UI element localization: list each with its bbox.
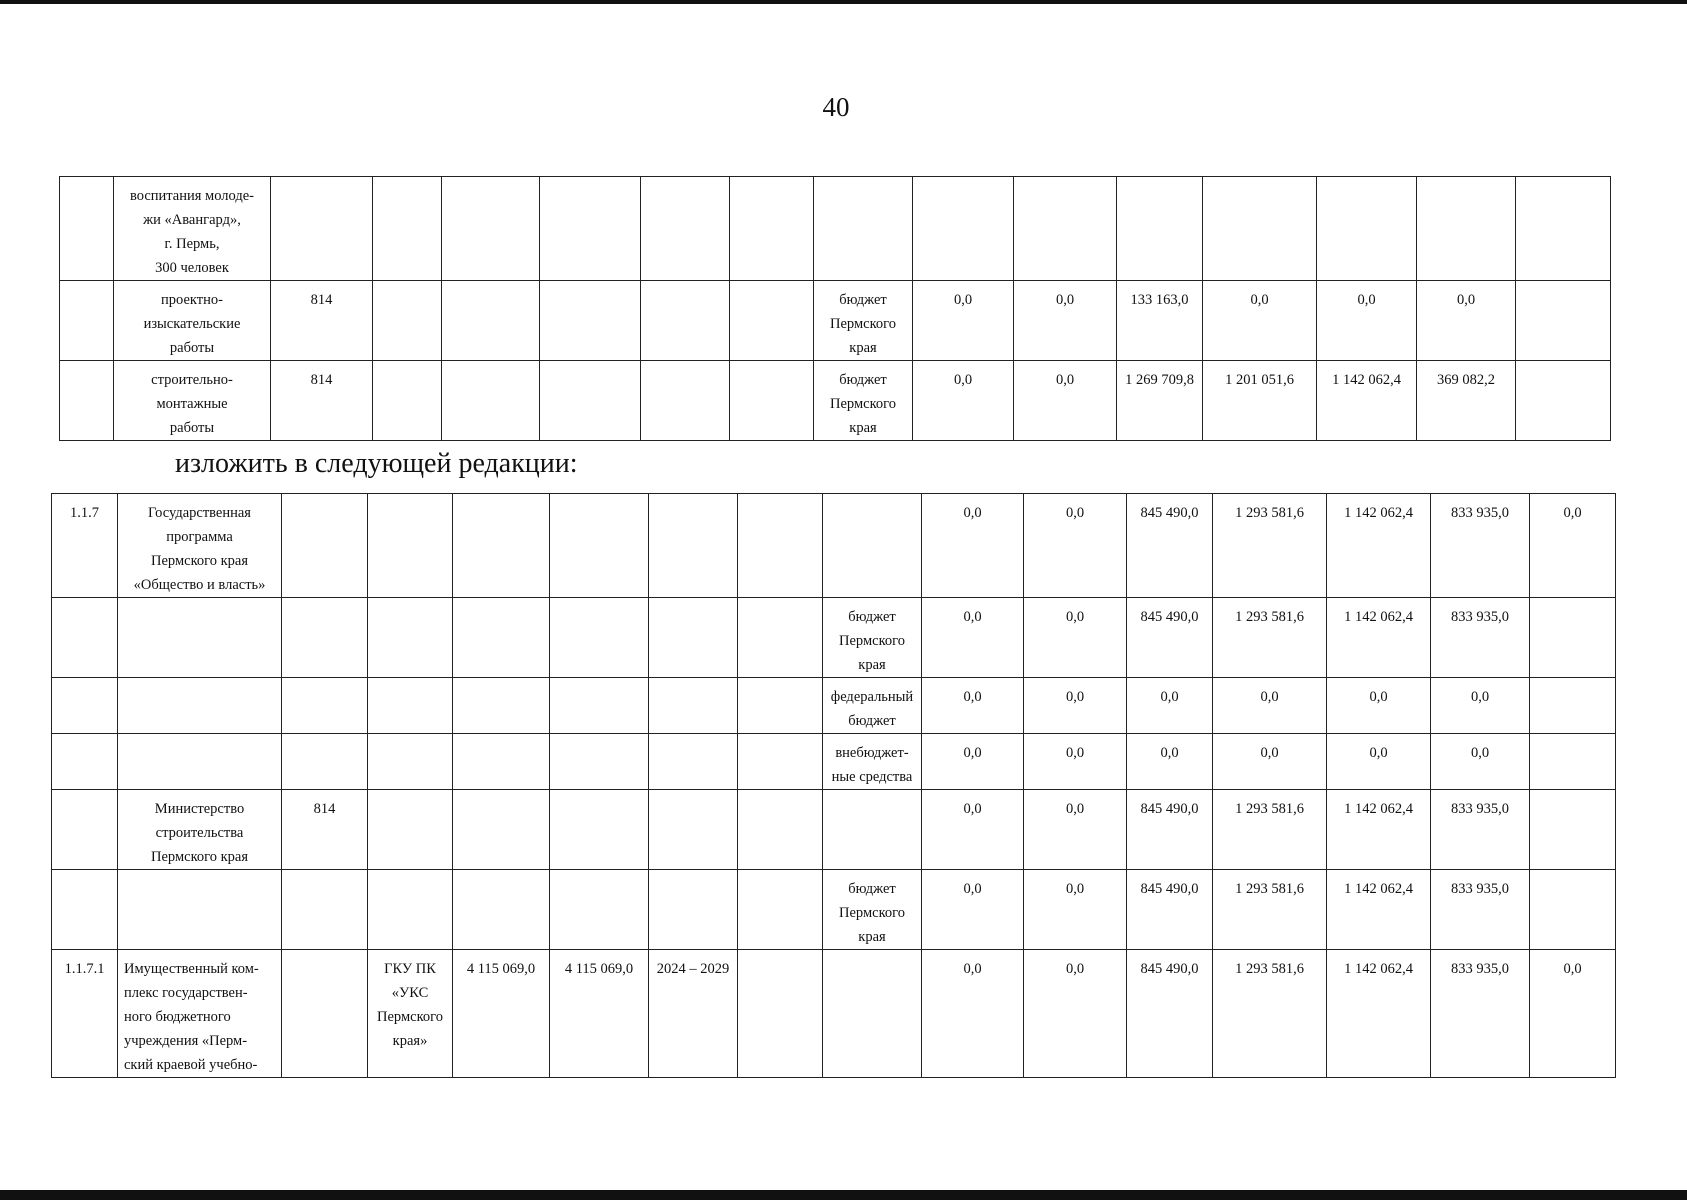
table-cell: 1.1.7 <box>52 494 118 598</box>
table-cell: 133 163,0 <box>1117 281 1203 361</box>
table-cell <box>118 734 282 790</box>
new-edition-table <box>51 493 1616 1078</box>
table-row <box>60 361 1611 441</box>
table-cell: 1 142 062,4 <box>1327 494 1431 598</box>
table-cell: 0,0 <box>1024 870 1127 950</box>
table-cell: 0,0 <box>1213 734 1327 790</box>
table-cell <box>649 734 738 790</box>
table-cell: 1.1.7.1 <box>52 950 118 1078</box>
table-cell <box>60 177 114 281</box>
table-cell: бюджет Пермского края <box>823 870 922 950</box>
table-cell <box>52 734 118 790</box>
table-cell: 4 115 069,0 <box>550 950 649 1078</box>
table-cell <box>368 598 453 678</box>
table-cell <box>649 494 738 598</box>
table-cell: 0,0 <box>1024 598 1127 678</box>
table-cell: 0,0 <box>922 678 1024 734</box>
table-cell: Имущественный ком- плекс государствен- ного бюджетного учреждения «Перм- ский краевой учебно- <box>118 950 282 1078</box>
table-cell <box>550 598 649 678</box>
table-cell <box>271 177 373 281</box>
table-row <box>52 598 1616 678</box>
table-cell: 0,0 <box>1024 734 1127 790</box>
table-cell: 1 293 581,6 <box>1213 790 1327 870</box>
table-cell: 1 293 581,6 <box>1213 598 1327 678</box>
table-cell <box>453 790 550 870</box>
table-cell <box>738 734 823 790</box>
table-cell <box>282 870 368 950</box>
table-cell <box>550 678 649 734</box>
table-cell: 0,0 <box>1203 281 1317 361</box>
scan-top-border <box>0 0 1687 4</box>
table-cell <box>738 790 823 870</box>
table-cell <box>118 598 282 678</box>
table-cell <box>442 361 540 441</box>
table-cell: 0,0 <box>1127 678 1213 734</box>
table-cell: 0,0 <box>1530 950 1616 1078</box>
table-cell <box>641 281 730 361</box>
table-cell <box>52 870 118 950</box>
table-cell <box>373 361 442 441</box>
table-cell: внебюджет- ные средства <box>823 734 922 790</box>
table-cell: 0,0 <box>1024 678 1127 734</box>
table-cell <box>282 678 368 734</box>
table-cell <box>453 870 550 950</box>
table-cell <box>60 361 114 441</box>
table-cell <box>52 678 118 734</box>
table-cell <box>453 678 550 734</box>
table-cell: бюджет Пермского края <box>814 281 913 361</box>
table-cell: 845 490,0 <box>1127 870 1213 950</box>
table-cell <box>649 870 738 950</box>
table-cell: 0,0 <box>1431 734 1530 790</box>
table-cell: бюджет Пермского края <box>814 361 913 441</box>
table-row <box>52 494 1616 598</box>
table-cell <box>540 281 641 361</box>
table-cell <box>814 177 913 281</box>
table-cell <box>641 177 730 281</box>
table-cell <box>373 281 442 361</box>
table-cell <box>368 494 453 598</box>
table-cell: 0,0 <box>1024 950 1127 1078</box>
table-cell: 1 201 051,6 <box>1203 361 1317 441</box>
table-cell: 0,0 <box>922 734 1024 790</box>
table-cell <box>453 494 550 598</box>
table-cell: 1 142 062,4 <box>1317 361 1417 441</box>
table-cell: 814 <box>282 790 368 870</box>
table-cell: 0,0 <box>1213 678 1327 734</box>
table-cell <box>453 598 550 678</box>
table-cell: 0,0 <box>1024 494 1127 598</box>
table-cell <box>1516 281 1611 361</box>
table-cell <box>913 177 1014 281</box>
table-cell: 1 142 062,4 <box>1327 870 1431 950</box>
table-cell: 0,0 <box>1417 281 1516 361</box>
table-row <box>52 734 1616 790</box>
table-cell: 4 115 069,0 <box>453 950 550 1078</box>
table-cell <box>282 598 368 678</box>
table-cell <box>1117 177 1203 281</box>
table-cell <box>1417 177 1516 281</box>
table-cell <box>442 177 540 281</box>
table-cell: 845 490,0 <box>1127 494 1213 598</box>
table-cell: Министерство строительства Пермского края <box>118 790 282 870</box>
table-cell: 0,0 <box>1431 678 1530 734</box>
table-cell <box>823 950 922 1078</box>
table-cell: 0,0 <box>1317 281 1417 361</box>
table-cell: 833 935,0 <box>1431 950 1530 1078</box>
table-cell: 814 <box>271 281 373 361</box>
table-cell: проектно- изыскательские работы <box>114 281 271 361</box>
table-cell: Государственная программа Пермского края «Общество и власть» <box>118 494 282 598</box>
table-cell: 833 935,0 <box>1431 870 1530 950</box>
table-row <box>52 790 1616 870</box>
table-cell: федеральный бюджет <box>823 678 922 734</box>
table-cell: 0,0 <box>922 790 1024 870</box>
table-cell <box>1530 870 1616 950</box>
table-cell <box>738 950 823 1078</box>
table-cell <box>60 281 114 361</box>
table-cell: 845 490,0 <box>1127 598 1213 678</box>
scan-bottom-border <box>0 1190 1687 1200</box>
table-cell <box>550 790 649 870</box>
table-cell <box>738 598 823 678</box>
table-cell <box>738 494 823 598</box>
table-cell: 0,0 <box>1530 494 1616 598</box>
table-cell <box>550 870 649 950</box>
table-cell: 0,0 <box>1327 678 1431 734</box>
table-cell: 833 935,0 <box>1431 598 1530 678</box>
table-cell: 0,0 <box>1127 734 1213 790</box>
table-cell <box>52 598 118 678</box>
table-cell <box>730 361 814 441</box>
table-row <box>60 177 1611 281</box>
table-cell: ГКУ ПК «УКС Пермского края» <box>368 950 453 1078</box>
table-cell <box>52 790 118 870</box>
table-cell <box>1203 177 1317 281</box>
table-cell <box>1530 598 1616 678</box>
table-row <box>60 281 1611 361</box>
table-cell <box>368 790 453 870</box>
table-cell <box>453 734 550 790</box>
table-cell <box>550 734 649 790</box>
table-cell <box>730 281 814 361</box>
table-cell <box>641 361 730 441</box>
table-cell <box>649 598 738 678</box>
table-cell: 1 293 581,6 <box>1213 870 1327 950</box>
table-row <box>52 950 1616 1078</box>
table-cell <box>442 281 540 361</box>
table-cell: 0,0 <box>922 494 1024 598</box>
table-cell: 0,0 <box>922 950 1024 1078</box>
table-cell: строительно- монтажные работы <box>114 361 271 441</box>
table-cell: 833 935,0 <box>1431 494 1530 598</box>
edit-instruction-caption: изложить в следующей редакции: <box>175 448 578 479</box>
table-cell <box>282 734 368 790</box>
table-cell: 0,0 <box>913 361 1014 441</box>
table-cell: 0,0 <box>922 598 1024 678</box>
table-cell: 1 293 581,6 <box>1213 494 1327 598</box>
table-cell <box>649 790 738 870</box>
table-cell <box>1530 734 1616 790</box>
table-cell: 0,0 <box>1327 734 1431 790</box>
table-cell <box>118 870 282 950</box>
table-cell <box>730 177 814 281</box>
table-cell: 0,0 <box>1014 361 1117 441</box>
table-cell: бюджет Пермского края <box>823 598 922 678</box>
table-cell <box>738 870 823 950</box>
table-cell <box>540 361 641 441</box>
table-cell <box>282 950 368 1078</box>
table-cell: 1 142 062,4 <box>1327 598 1431 678</box>
table-cell <box>1014 177 1117 281</box>
table-cell: 845 490,0 <box>1127 790 1213 870</box>
table-cell: 0,0 <box>1014 281 1117 361</box>
table-cell: 1 142 062,4 <box>1327 950 1431 1078</box>
table-cell <box>368 870 453 950</box>
table-cell: 814 <box>271 361 373 441</box>
table-cell <box>1317 177 1417 281</box>
table-cell <box>540 177 641 281</box>
table-cell <box>1516 177 1611 281</box>
table-row <box>52 870 1616 950</box>
table-cell: 369 082,2 <box>1417 361 1516 441</box>
table-cell <box>1530 790 1616 870</box>
table-cell <box>550 494 649 598</box>
table-cell <box>118 678 282 734</box>
page-number: 40 <box>822 92 850 122</box>
table-cell: 1 142 062,4 <box>1327 790 1431 870</box>
table-cell <box>823 494 922 598</box>
table-cell: 845 490,0 <box>1127 950 1213 1078</box>
table-cell <box>649 678 738 734</box>
table-cell <box>1530 678 1616 734</box>
table-cell <box>1516 361 1611 441</box>
table-cell: 1 293 581,6 <box>1213 950 1327 1078</box>
table-cell <box>368 678 453 734</box>
previous-edition-table <box>59 176 1611 441</box>
table-cell <box>373 177 442 281</box>
table-cell: воспитания молоде- жи «Авангард», г. Пермь, 300 человек <box>114 177 271 281</box>
table-cell: 1 269 709,8 <box>1117 361 1203 441</box>
table-row <box>52 678 1616 734</box>
table-cell <box>823 790 922 870</box>
table-cell <box>738 678 823 734</box>
table-cell: 0,0 <box>922 870 1024 950</box>
table-cell: 0,0 <box>913 281 1014 361</box>
table-cell: 0,0 <box>1024 790 1127 870</box>
table-cell <box>368 734 453 790</box>
table-cell <box>282 494 368 598</box>
table-cell: 2024 – 2029 <box>649 950 738 1078</box>
table-cell: 833 935,0 <box>1431 790 1530 870</box>
